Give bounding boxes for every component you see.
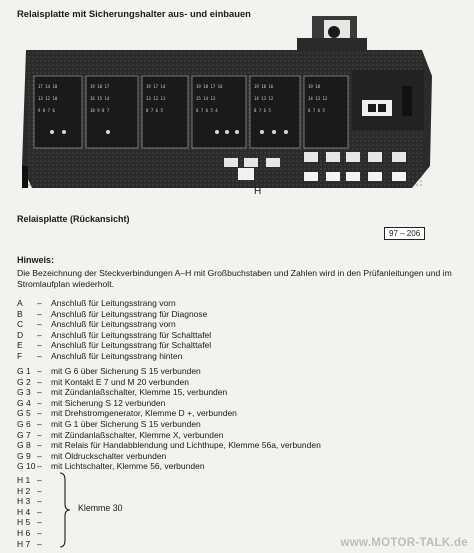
- list-item: [17, 351, 211, 362]
- connector-code: H 7: [17, 538, 31, 549]
- hinweis-text: Die Bezeichnung der Steckverbindungen A–H mit Großbuchstaben und Zahlen wird in den Prüfanleitungen und im Stromlaufplan wiederholt.: [17, 268, 452, 289]
- connector-code: E: [17, 340, 23, 351]
- svg-text:9 8 7 6: 9 8 7 6: [38, 108, 55, 113]
- dash: –: [37, 450, 42, 461]
- svg-text:13 12 10: 13 12 10: [38, 96, 58, 101]
- list-item: [17, 539, 51, 550]
- dash: –: [37, 440, 42, 451]
- connector-code: H 2: [17, 485, 31, 496]
- svg-text:19 18: 19 18: [308, 84, 321, 89]
- connector-desc: Anschluß für Leitungsstrang für Schalttafel: [51, 329, 212, 340]
- list-item: [17, 507, 51, 518]
- dash: –: [37, 496, 42, 507]
- connector-code: G 7: [17, 429, 31, 440]
- dash: –: [37, 308, 42, 319]
- connector-desc: mit G 6 über Sicherung S 15 verbunden: [51, 366, 201, 376]
- connector-desc: Anschluß für Leitungsstrang hinten: [51, 350, 183, 361]
- connector-desc: mit Kontakt E 7 und M 20 verbunden: [51, 376, 189, 387]
- dash: –: [37, 376, 42, 387]
- dash: –: [37, 366, 42, 376]
- connector-code: G 3: [17, 387, 31, 398]
- svg-text:19 17 14: 19 17 14: [146, 84, 166, 89]
- svg-text:10 9 8 7: 10 9 8 7: [90, 108, 110, 113]
- dash: –: [37, 397, 42, 408]
- connector-code: G 9: [17, 450, 31, 461]
- connector-list-g: [17, 366, 321, 472]
- list-item: [17, 496, 51, 507]
- connector-code: A: [17, 298, 23, 308]
- connector-code: G 1: [17, 366, 31, 376]
- connector-desc: mit Lichtschalter, Klemme 56, verbunden: [51, 461, 205, 472]
- svg-text:16 15 14: 16 15 14: [90, 96, 110, 101]
- dash: –: [37, 461, 42, 472]
- connector-code: H 4: [17, 506, 31, 517]
- list-item: [17, 517, 51, 528]
- list-item: [17, 430, 321, 441]
- dash: –: [37, 475, 42, 485]
- dash: –: [37, 538, 42, 549]
- svg-text:8 7 6 5: 8 7 6 5: [308, 108, 325, 113]
- connector-code: H 3: [17, 496, 31, 507]
- connector-desc: mit Drehstromgenerator, Klemme D +, verbunden: [51, 408, 237, 419]
- dash: –: [37, 408, 42, 419]
- dash: –: [37, 517, 42, 528]
- list-item: [17, 377, 321, 388]
- list-item: [17, 461, 321, 472]
- list-item: [17, 440, 321, 451]
- klemme-label: Klemme 30: [78, 503, 123, 513]
- list-item: [17, 387, 321, 398]
- svg-text:19 18 17: 19 18 17: [90, 84, 110, 89]
- connector-code: G 4: [17, 397, 31, 408]
- dash: –: [37, 298, 42, 308]
- connector-code: F: [17, 350, 23, 361]
- connector-desc: Anschluß für Leitungsstrang für Schalttafel: [51, 340, 212, 351]
- svg-text:13 12 11: 13 12 11: [146, 96, 166, 101]
- list-item: [17, 366, 321, 377]
- dash: –: [37, 387, 42, 398]
- connector-desc: mit G 1 über Sicherung S 15 verbunden: [51, 418, 201, 429]
- connector-desc: mit Öldruckschalter verbunden: [51, 450, 167, 461]
- svg-text:19 18 17 16: 19 18 17 16: [196, 84, 223, 89]
- svg-text:14 13 12: 14 13 12: [308, 96, 328, 101]
- dash: –: [37, 350, 42, 361]
- connector-desc: mit Relais für Handabblendung und Lichthupe, Klemme 56a, verbunden: [51, 440, 321, 451]
- connector-desc: mit Zündanlaßschalter, Klemme X, verbunden: [51, 429, 224, 440]
- list-item: [17, 451, 321, 462]
- dash: –: [37, 527, 42, 538]
- svg-text:8 7 6 5 4: 8 7 6 5 4: [196, 108, 218, 113]
- connector-code: H 1: [17, 475, 31, 485]
- connector-code: H 6: [17, 527, 31, 538]
- list-item: [17, 475, 51, 486]
- list-item: [17, 398, 321, 409]
- svg-text:8 7 6 5: 8 7 6 5: [254, 108, 271, 113]
- dash: –: [37, 340, 42, 351]
- connector-code: G 6: [17, 418, 31, 429]
- svg-text:14 13 12: 14 13 12: [254, 96, 274, 101]
- dash: –: [37, 429, 42, 440]
- list-item: [17, 319, 211, 330]
- connector-code: H 5: [17, 517, 31, 528]
- connector-code: G 5: [17, 408, 31, 419]
- svg-text:8 7 6 5: 8 7 6 5: [146, 108, 163, 113]
- list-item: [17, 486, 51, 497]
- connector-code: D: [17, 329, 24, 340]
- relay-plate-photo: [12, 16, 462, 210]
- curly-brace-icon: [58, 472, 72, 548]
- connector-code: G 2: [17, 376, 31, 387]
- list-item: [17, 528, 51, 539]
- list-item: [17, 309, 211, 320]
- photo-label-h: H: [254, 186, 262, 197]
- dash: –: [37, 418, 42, 429]
- list-item: [17, 330, 211, 341]
- connector-desc: mit Sicherung S 12 verbunden: [51, 397, 166, 408]
- list-item: [17, 340, 211, 351]
- connector-desc: mit Zündanlaßschalter, Klemme 15, verbunden: [51, 387, 228, 398]
- list-item: [17, 298, 211, 309]
- connector-desc: Anschluß für Leitungsstrang vorn: [51, 319, 176, 330]
- connector-list-a-f: [17, 298, 211, 362]
- dash: –: [37, 319, 42, 330]
- watermark: www.MOTOR-TALK.de: [340, 537, 468, 549]
- connector-code: G 8: [17, 440, 31, 451]
- list-item: [17, 408, 321, 419]
- connector-list-h: [17, 475, 51, 549]
- svg-text:17 14 18: 17 14 18: [38, 84, 58, 89]
- figure-caption: Relaisplatte (Rückansicht): [17, 214, 130, 224]
- dash: –: [37, 329, 42, 340]
- dash: –: [37, 485, 42, 496]
- list-item: [17, 419, 321, 430]
- hinweis-heading: Hinweis:: [17, 255, 55, 265]
- connector-desc: Anschluß für Leitungsstrang für Diagnose: [51, 308, 208, 319]
- svg-text:19 18 16: 19 18 16: [254, 84, 274, 89]
- connector-desc: Anschluß für Leitungsstrang vorn: [51, 298, 176, 308]
- svg-text:15 14 13: 15 14 13: [196, 96, 216, 101]
- page-title: Relaisplatte mit Sicherungshalter aus- und einbauen: [17, 8, 251, 19]
- connector-code: C: [17, 319, 24, 330]
- dash: –: [37, 506, 42, 517]
- connector-code: G 10: [17, 461, 36, 472]
- connector-code: B: [17, 308, 23, 319]
- figure-ref: 97 – 206: [384, 227, 425, 240]
